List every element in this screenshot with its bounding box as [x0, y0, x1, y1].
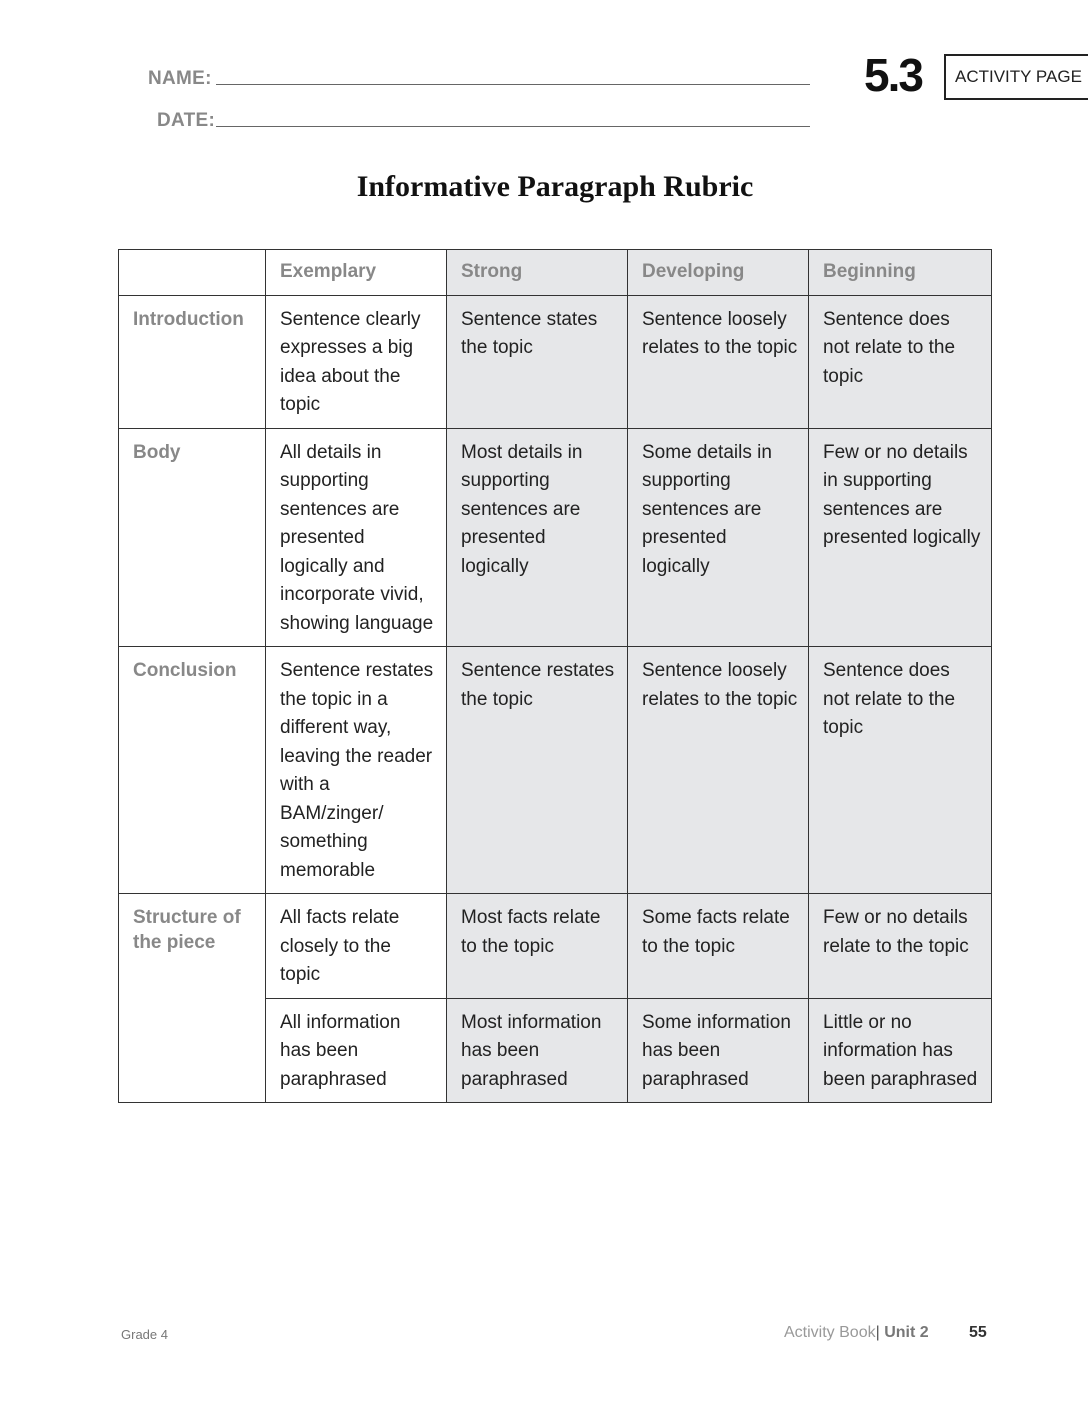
activity-page-label: ACTIVITY PAGE [955, 67, 1082, 86]
date-label: DATE: [157, 110, 216, 131]
footer-grade: Grade 4 [121, 1327, 168, 1342]
table-cell: Sentence loosely relates to the topic [628, 295, 809, 428]
table-row [119, 894, 992, 999]
table-cell: Sentence restates the topic in a different way, leaving the reader with a BAM/zinger/ something memorable [266, 647, 447, 894]
header-cell-beginning: Beginning [809, 250, 992, 296]
header-cell-strong: Strong [447, 250, 628, 296]
table-cell: Sentence restates the topic [447, 647, 628, 894]
footer-separator: | [875, 1324, 880, 1341]
table-cell: Sentence clearly expresses a big idea about the topic [266, 295, 447, 428]
header-cell-empty [119, 250, 266, 296]
table-cell: Some details in supporting sentences are presented logically [628, 428, 809, 647]
activity-page-badge [944, 54, 1088, 100]
header-cell-exemplary: Exemplary [266, 250, 447, 296]
table-cell: Sentence does not relate to the topic [809, 647, 992, 894]
table-cell: All facts relate closely to the topic [266, 894, 447, 999]
row-label-conclusion: Conclusion [119, 647, 266, 894]
table-cell: All details in supporting sentences are presented logically and incorporate vivid, showing language [266, 428, 447, 647]
table-cell: Most facts relate to the topic [447, 894, 628, 999]
table-cell: Sentence does not relate to the topic [809, 295, 992, 428]
table-row [119, 647, 992, 894]
table-cell: Little or no information has been paraphrased [809, 998, 992, 1103]
footer-page-number: 55 [969, 1324, 987, 1341]
table-cell: All information has been paraphrased [266, 998, 447, 1103]
name-line[interactable] [216, 84, 810, 85]
table-cell: Most information has been paraphrased [447, 998, 628, 1103]
header-cell-developing: Developing [628, 250, 809, 296]
table-cell: Some facts relate to the topic [628, 894, 809, 999]
table-row [119, 295, 992, 428]
footer-unit: Unit 2 [884, 1324, 929, 1341]
table-cell: Sentence loosely relates to the topic [628, 647, 809, 894]
table-row [119, 428, 992, 647]
footer-book-info [784, 1324, 929, 1342]
row-label-structure: Structure of the piece [119, 894, 266, 1103]
table-header-row [119, 250, 992, 296]
table-cell: Few or no details relate to the topic [809, 894, 992, 999]
table-cell: Sentence states the topic [447, 295, 628, 428]
table-cell: Some information has been paraphrased [628, 998, 809, 1103]
name-label: NAME: [148, 68, 212, 89]
rubric-table [118, 249, 992, 1103]
row-label-introduction: Introduction [119, 295, 266, 428]
date-line[interactable] [216, 126, 810, 127]
footer-book: Activity Book [784, 1324, 876, 1341]
table-cell: Few or no details in supporting sentences are presented logically [809, 428, 992, 647]
table-cell: Most details in supporting sentences are presented logically [447, 428, 628, 647]
row-label-body: Body [119, 428, 266, 647]
page-title: Informative Paragraph Rubric [356, 170, 754, 203]
activity-number: 5.3 [864, 49, 922, 101]
